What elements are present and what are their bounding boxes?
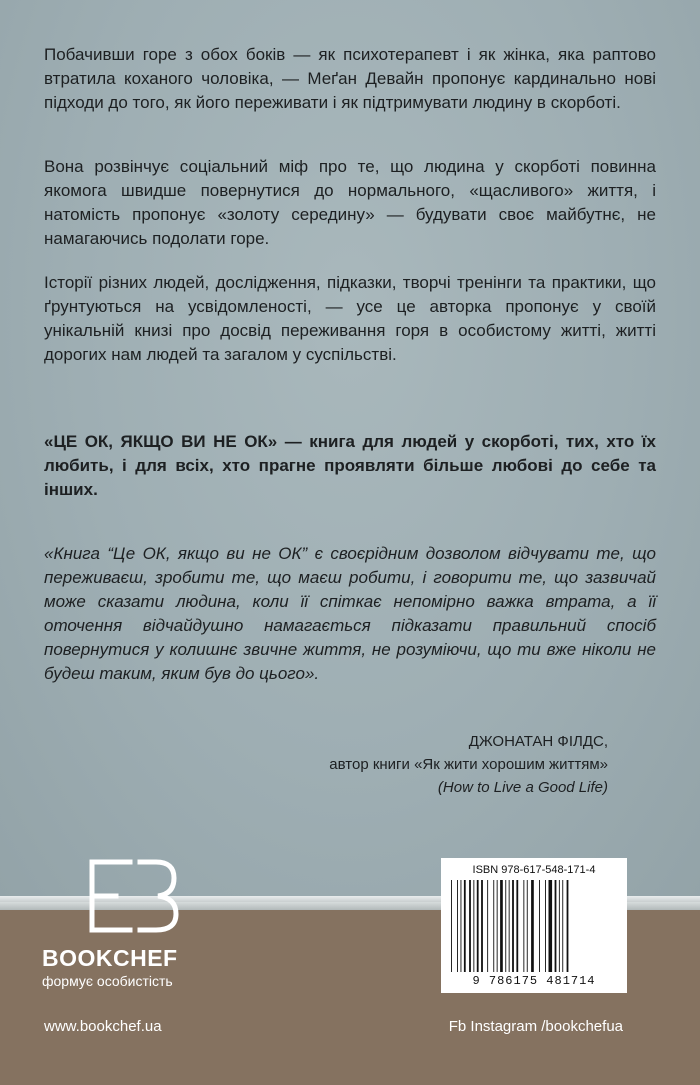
isbn-barcode-panel: [441, 858, 627, 993]
barcode-bar: [481, 880, 483, 972]
barcode-graphic: [449, 880, 619, 972]
barcode-bar: [527, 880, 528, 972]
publisher-social-link[interactable]: Fb Instagram /bookchefua: [448, 1018, 623, 1035]
paragraph-tagline-bold: «ЦЕ ОК, ЯКЩО ВИ НЕ ОК» — книга для людей у скорботі, тих, хто їх любить, і для всіх, хто прагне проявляти більше любові до себе та інших.: [44, 432, 656, 499]
barcode-bar: [473, 880, 474, 972]
barcode-bar: [457, 880, 458, 972]
barcode-bar: [500, 880, 503, 972]
barcode-bar: [512, 880, 514, 972]
paragraph-stories: Історії різних людей, дослідження, підказки, творчі тренінги та практики, що ґрунтуються на усвідомленості, — усе це авторка пропонує у своїй унікальній книзі про досвід переживання горя в особистому житті, житті дорогих нам людей та загалом у суспільстві.: [44, 273, 656, 364]
barcode-bar: [562, 880, 563, 972]
quote-author-book-original: (How to Live a Good Life): [437, 779, 608, 796]
quote-author-book: автор книги «Як жити хорошим життям»: [329, 756, 608, 773]
barcode-bar: [523, 880, 524, 972]
barcode-bar: [493, 880, 494, 972]
barcode-bar: [516, 880, 518, 972]
isbn-label: ISBN 978-617-548-171-4: [472, 864, 596, 876]
barcode-bar: [555, 880, 557, 972]
barcode-bar: [451, 880, 452, 972]
barcode-bar: [464, 880, 466, 972]
barcode-bar: [549, 880, 553, 972]
barcode-bar: [567, 880, 569, 972]
barcode-bar: [487, 880, 488, 972]
barcode-bar: [531, 880, 534, 972]
bookchef-logo-icon: [86, 858, 180, 934]
barcode-bar: [545, 880, 546, 972]
blurb-quote: «Книга “Це ОК, якщо ви не ОК” є своєрідним дозволом відчувати те, що переживаєш, зробити те, що маєш робити, і говорити те, що зазвичай може сказати людина, коли її спіткає непомірно важка втрата, а її оточення відчайдушно намагається підказати правильний спосіб повернутися у колишнє звичне життя, не розуміючи, що ти вже ніколи не будеш таким, яким був до цього».: [44, 544, 656, 683]
barcode-number: 9 786175 481714: [472, 974, 596, 988]
paragraph-myth: Вона розвінчує соціальний міф про те, що людина у скорботі повинна якомога швидше повернутися до нормального, «щасливого» життя, і натомість пропонує «золоту середину» — будувати своє майбутнє, не намагаючись подолати горе.: [44, 157, 656, 248]
publisher-name: BOOKCHEF: [42, 945, 178, 971]
paragraph-intro: Побачивши горе з обох боків — як психотерапевт і як жінка, яка раптово втратила коханого чоловіка, — Меґан Девайн пропонує кардинально нові підходи до того, як його переживати і як підтримувати людину в скорботі.: [44, 45, 656, 112]
quote-author-name: ДЖОНАТАН ФІЛДС,: [468, 733, 608, 750]
barcode-bar: [461, 880, 462, 972]
barcode-bar: [509, 880, 510, 972]
barcode-bar: [497, 880, 498, 972]
barcode-bar: [469, 880, 471, 972]
barcode-bar: [559, 880, 560, 972]
barcode-bar: [539, 880, 540, 972]
barcode-bar: [505, 880, 506, 972]
publisher-website-link[interactable]: www.bookchef.ua: [44, 1018, 162, 1035]
publisher-tagline: формує особистість: [42, 973, 173, 989]
barcode-bar: [477, 880, 479, 972]
